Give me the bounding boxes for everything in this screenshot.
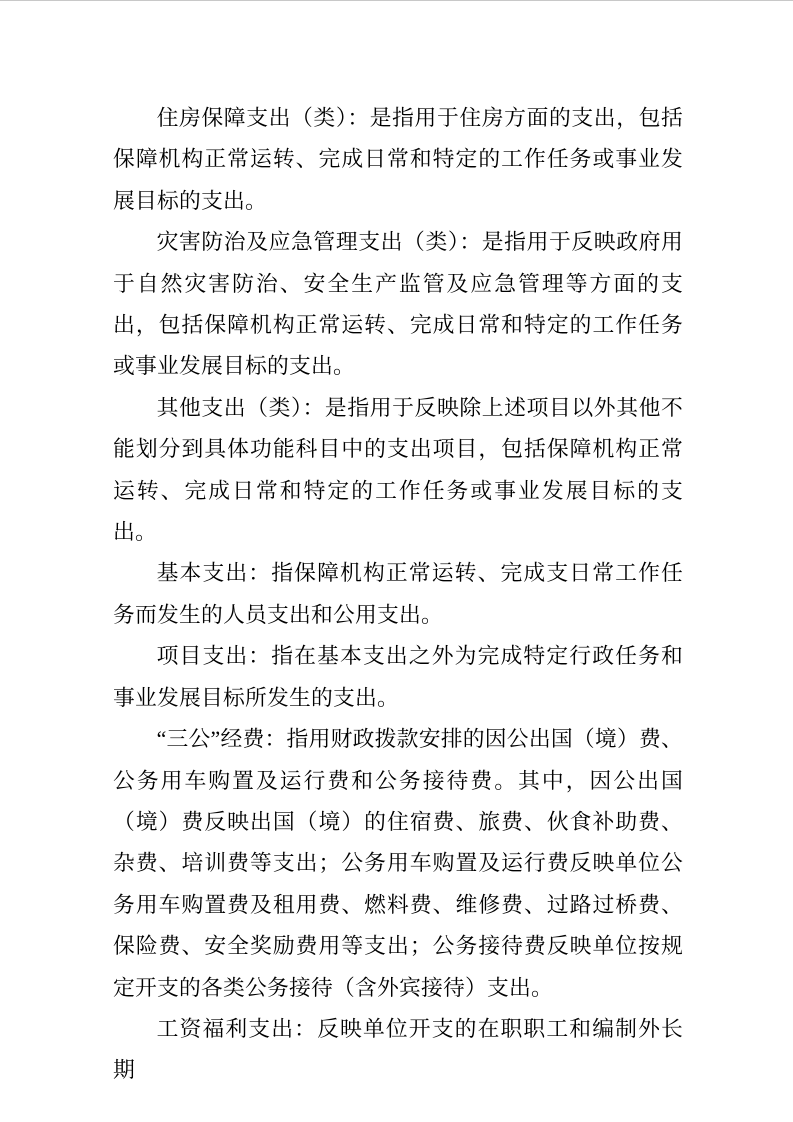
para-disaster-emergency-expenditure: 灾害防治及应急管理支出（类）：是指用于反映政府用于自然灾害防治、安全生产监管及应急管理等方面的支出，包括保障机构正常运转、完成日常和特定的工作任务或事业发展目标的支出。 (113, 230, 683, 379)
para-basic-expenditure: 基本支出：指保障机构正常运转、完成支日常工作任务而发生的人员支出和公用支出。 (113, 561, 683, 627)
document-text-block (113, 98, 683, 1092)
para-project-expenditure: 项目支出：指在基本支出之外为完成特定行政任务和事业发展目标所发生的支出。 (113, 644, 683, 710)
para-three-public-funds: “三公”经费：指用财政拨款安排的因公出国（境）费、公务用车购置及运行费和公务接待费。其中，因公出国（境）费反映出国（境）的住宿费、旅费、伙食补助费、杂费、培训费等支出；公务用车购置及运行费反映单位公务用车购置费及租用费、燃料费、维修费、过路过桥费、保险费、安全奖励费用等支出；公务接待费反映单位按规定开支的各类公务接待（含外宾接待）支出。 (113, 727, 683, 1000)
para-housing-expenditure: 住房保障支出（类）：是指用于住房方面的支出，包括保障机构正常运转、完成日常和特定的工作任务或事业发展目标的支出。 (113, 106, 683, 213)
para-other-expenditure: 其他支出（类）：是指用于反映除上述项目以外其他不能划分到具体功能科目中的支出项目，包括保障机构正常运转、完成日常和特定的工作任务或事业发展目标的支出。 (113, 395, 683, 545)
para-salary-welfare-expenditure: 工资福利支出：反映单位开支的在职职工和编制外长期 (113, 1016, 683, 1083)
